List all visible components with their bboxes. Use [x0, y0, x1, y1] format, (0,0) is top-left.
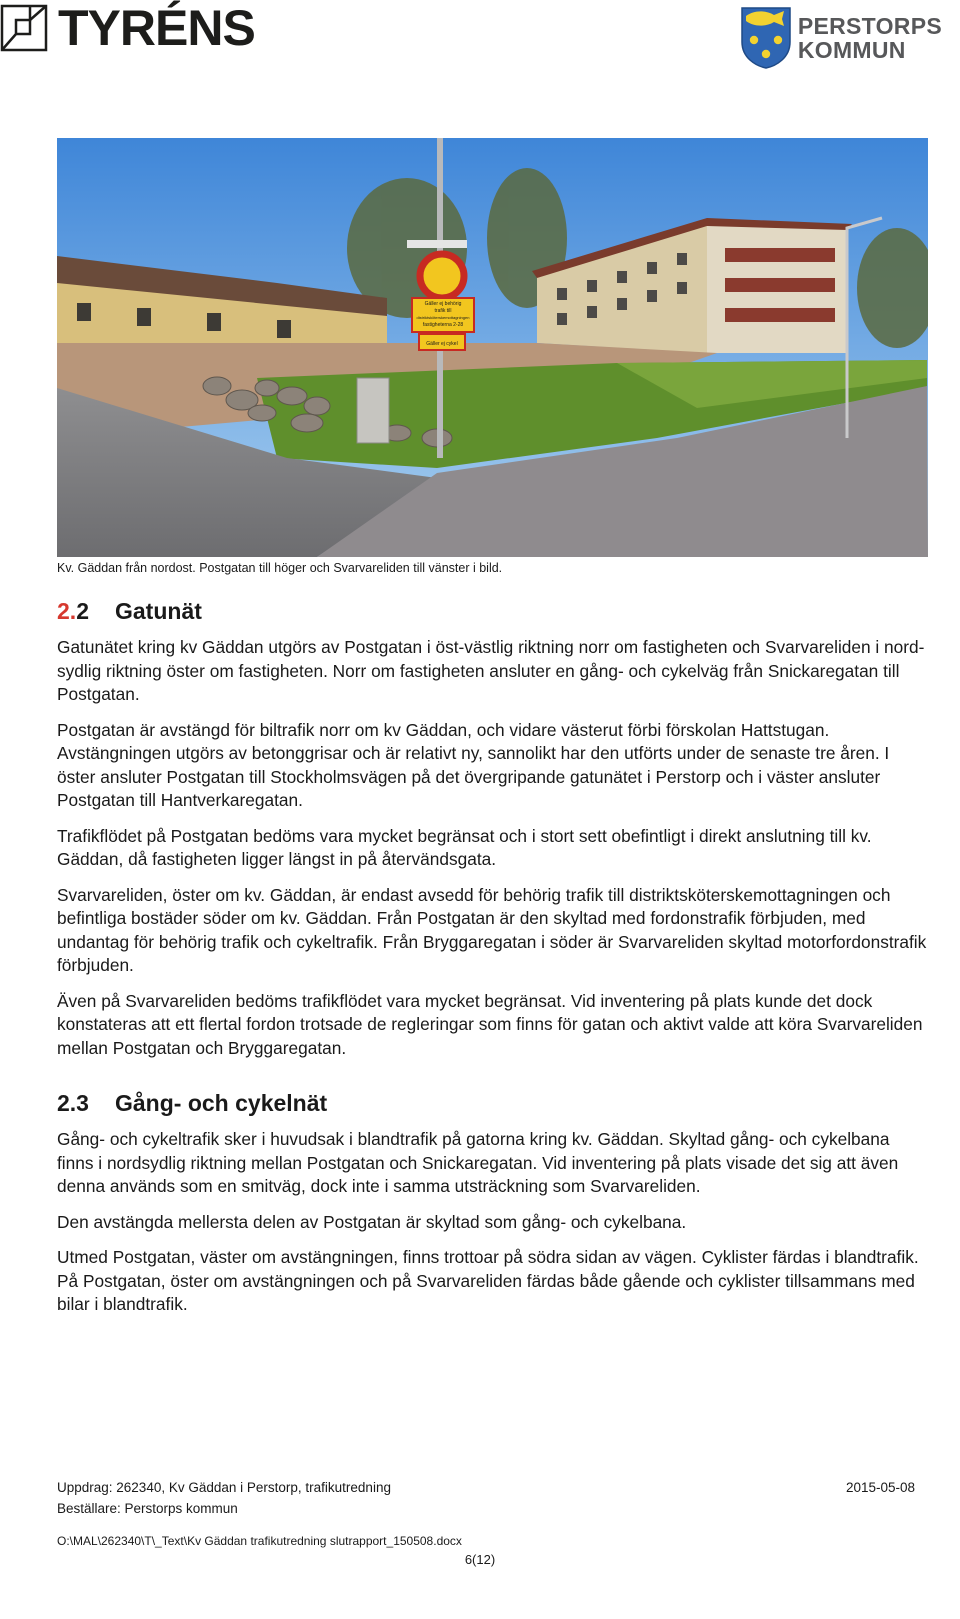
section-2-3-paragraph-3: Utmed Postgatan, väster om avstängningen, finns trottoar på södra sidan av vägen. Cyklister färdas i blandtrafik. På Postgatan, öster om avstängningen och på Svarvareliden färdas både gående och cyklister tillsammans med bilar i blandtrafik.	[57, 1247, 919, 1314]
section-2-3-paragraph-2: Den avstängda mellersta delen av Postgatan är skyltad som gång- och cykelbana.	[57, 1211, 687, 1232]
section-2-2-heading	[57, 598, 927, 625]
photo-bicycle-exception-sign	[419, 334, 465, 350]
sign-line-2: trafik till	[434, 308, 452, 314]
footer-client: Beställare: Perstorps kommun	[57, 1501, 238, 1516]
section-2-2-paragraph-2: Postgatan är avstängd för biltrafik norr om kv Gäddan, och vidare västerut förbi förskolan Hattstugan. Avstängningen utgörs av betonggrisar och är relativt ny, sannolikt har den utförts under de senaste tre åren. I öster ansluter Postgatan till Stockholmsvägen på det övergripande gatunätet i Perstorp och i väster ansluter Postgatan till Hantverkaregatan.	[57, 719, 890, 810]
sign-line-3: distriktsköterskemottagningen	[416, 315, 470, 320]
section-2-3-title: Gång- och cykelnät	[115, 1090, 328, 1116]
page-number: 6(12)	[464, 1552, 496, 1567]
perstorp-logo	[740, 6, 942, 70]
section-2-3-paragraph-1: Gång- och cykeltrafik sker i huvudsak i blandtrafik på gatorna kring kv. Gäddan. Skyltad gång- och cykelbana finns i nordsydlig riktning mellan Postgatan och Snickaregatan. Vid inventering på plats visade det sig att även denna används som en smitväg, dock inte i samma utsträckning som Svarvareliden.	[57, 1129, 899, 1196]
footer-date: 2015-05-08	[845, 1480, 915, 1495]
section-2-2-title: Gatunät	[115, 598, 202, 624]
section-2-3-number: 2.3	[57, 1090, 89, 1116]
perstorp-coat-of-arms-icon	[740, 6, 792, 70]
section-2-2-paragraph-3: Trafikflödet på Postgatan bedöms vara mycket begränsat och i stort sett obefintligt i direkt anslutning till kv. Gäddan, då fastigheten ligger längst in på återvändsgata.	[57, 825, 872, 869]
site-photo-illustration	[57, 138, 928, 557]
perstorp-wordmark-line1: PERSTORPS	[797, 13, 942, 39]
site-photo	[57, 138, 928, 557]
photo-no-traffic-sign	[420, 254, 464, 298]
section-2-2-number-prefix: 2.	[57, 598, 77, 624]
tyrens-wordmark: TYRÉNS	[58, 0, 255, 56]
tyrens-logo	[0, 2, 255, 54]
section-2-2-paragraph-4: Svarvareliden, öster om kv. Gäddan, är endast avsedd för behörig trafik till distriktsköterskemottagningen och befintliga bostäder söder om kv. Gäddan. Från Postgatan är den skyltad med fordonstrafik förbjuden, med undantag för behörig trafik och cykeltrafik. Från Bryggaregatan i söder är Svarvareliden skyltad motorfordonstrafik förbjuden.	[57, 884, 927, 975]
footer-assignment-row	[57, 1480, 915, 1495]
perstorp-wordmark	[798, 14, 942, 62]
section-2-2-number-suffix: 2	[76, 598, 89, 624]
sign-line-5: Gäller ej cykel	[426, 341, 458, 347]
perstorp-wordmark-line2: KOMMUN	[797, 37, 906, 63]
section-2-2-number	[57, 598, 115, 625]
photo-caption: Kv. Gäddan från nordost. Postgatan till höger och Svarvareliden till vänster i bild.	[57, 561, 503, 575]
sign-line-1: Gäller ej behörig	[424, 301, 462, 307]
section-2-2-paragraph-5: Även på Svarvareliden bedöms trafikflödet vara mycket begränsat. Vid inventering på plats kunde det dock konstateras att ett flertal fordon trotsade de regleringar som finns för gatan och aktivt valde att köra Svarvareliden mellan Postgatan och Bryggaregatan.	[57, 990, 923, 1058]
section-2-2-paragraph-1: Gatunätet kring kv Gäddan utgörs av Postgatan i öst-västlig riktning norr om fastigheten och Svarvareliden i nord-sydlig riktning öster om fastigheten. Norr om fastigheten ansluter en gång- och cykelväg från Snickaregatan till Postgatan.	[57, 637, 925, 704]
sign-line-4: fastigheterna 2-28	[422, 322, 464, 328]
photo-utility-box	[357, 378, 389, 443]
document-body	[57, 598, 927, 1317]
tyrens-emblem-icon	[0, 4, 48, 52]
footer-assignment: Uppdrag: 262340, Kv Gäddan i Perstorp, trafikutredning	[57, 1480, 391, 1495]
photo-supplementary-sign	[412, 298, 474, 332]
section-2-3-heading	[57, 1090, 927, 1117]
footer-file-path: O:\MAL\262340\T\_Text\Kv Gäddan trafikutredning slutrapport_150508.docx	[57, 1534, 462, 1548]
